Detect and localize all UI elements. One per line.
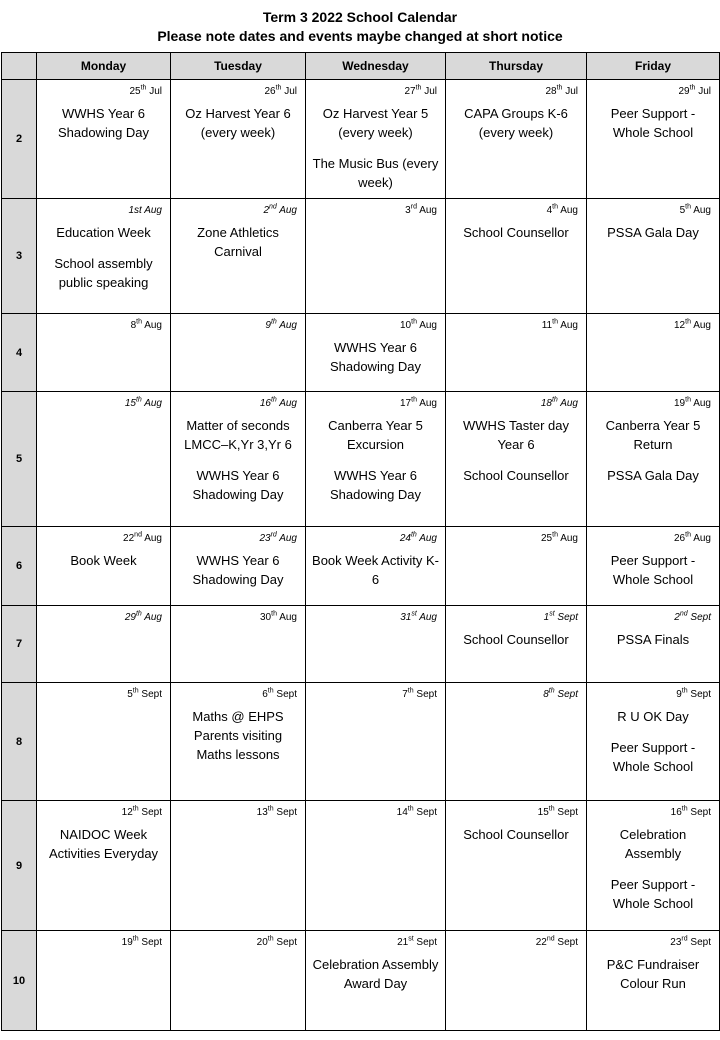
day-cell-tuesday (171, 606, 306, 683)
event-text: WWHS Year 6 Shadowing Day (57, 106, 150, 140)
date-label (587, 683, 719, 701)
date-label (446, 527, 586, 545)
event-text: Celebration Assembly Award Day (312, 957, 439, 991)
date-number: 28 (545, 86, 557, 97)
week-row (2, 392, 720, 527)
event-text: School Counsellor (463, 632, 569, 647)
date-label (171, 314, 305, 332)
date-month: Aug (557, 533, 578, 544)
date-suffix: th (407, 687, 414, 695)
date-suffix: th (552, 318, 558, 326)
day-cell-wednesday (306, 80, 446, 199)
date-number: 20 (256, 937, 268, 948)
event-text: WWHS Year 6 Shadowing Day (329, 468, 422, 502)
date-label (306, 931, 445, 949)
title-line-1: Term 3 2022 School Calendar (262, 9, 458, 25)
day-cell-tuesday (171, 683, 306, 801)
date-number: 17 (400, 398, 412, 409)
event-text: School Counsellor (463, 827, 569, 842)
day-cell-wednesday (306, 606, 446, 683)
event-text: WWHS Year 6 Shadowing Day (192, 468, 284, 502)
date-suffix: th (685, 318, 691, 326)
date-number: 4 (546, 205, 553, 216)
date-month: Aug (276, 398, 297, 409)
date-number: 25 (129, 86, 141, 97)
day-cell-monday (37, 527, 171, 606)
date-month: Aug (557, 398, 578, 409)
date-number: 22 (535, 937, 547, 948)
date-label (171, 683, 305, 701)
date-label (171, 199, 305, 217)
date-label (37, 801, 170, 819)
week-number: 9 (2, 801, 37, 931)
date-month: Aug (276, 320, 297, 331)
event-text: Peer Support - Whole School (610, 740, 696, 774)
date-number: 1st (128, 205, 142, 216)
date-label (306, 199, 445, 217)
date-label (171, 801, 305, 819)
date-month: Jul (146, 86, 162, 97)
date-label (306, 392, 445, 410)
date-month: Sept (687, 612, 711, 623)
date-label (37, 314, 170, 332)
day-cell-wednesday (306, 527, 446, 606)
week-number: 10 (2, 931, 37, 1031)
header-friday: Friday (587, 53, 720, 80)
day-cell-friday (587, 606, 720, 683)
date-label (446, 314, 586, 332)
calendar-title (0, 8, 720, 46)
date-number: 19 (121, 937, 133, 948)
date-suffix: st (549, 610, 555, 618)
title-line-2: Please note dates and events maybe changed at short notice (157, 28, 563, 44)
date-month: Sept (554, 612, 578, 623)
week-number: 6 (2, 527, 37, 606)
day-cell-wednesday (306, 199, 446, 314)
event-text: Canberra Year 5 Excursion (328, 418, 423, 452)
week-number: 8 (2, 683, 37, 801)
date-number: 9 (676, 689, 682, 700)
event-text: The Music Bus (every week) (312, 156, 439, 190)
date-label (306, 801, 445, 819)
date-number: 12 (121, 807, 133, 818)
date-suffix: th (685, 203, 691, 211)
date-label (171, 606, 305, 624)
date-label (587, 80, 719, 98)
day-cell-tuesday (171, 314, 306, 392)
event-text: WWHS Year 6 Shadowing Day (192, 553, 284, 587)
date-suffix: th (132, 935, 139, 943)
date-suffix: th (681, 687, 688, 695)
date-label (37, 80, 170, 98)
date-label (306, 80, 445, 98)
day-cell-thursday (446, 199, 587, 314)
date-number: 30 (260, 612, 272, 623)
day-cell-wednesday (306, 683, 446, 801)
event-text: Peer Support - Whole School (610, 877, 696, 911)
date-label (587, 199, 719, 217)
date-suffix: th (556, 84, 563, 92)
header-thursday: Thursday (446, 53, 587, 80)
date-number: 23 (259, 533, 271, 544)
week-number: 4 (2, 314, 37, 392)
date-month: Aug (141, 205, 162, 216)
date-month: Aug (141, 320, 162, 331)
date-suffix: nd (546, 935, 555, 943)
day-cell-thursday (446, 606, 587, 683)
date-number: 9 (265, 320, 271, 331)
date-suffix: rd (410, 203, 417, 211)
date-suffix: th (132, 687, 139, 695)
date-label (37, 931, 170, 949)
date-label (446, 931, 586, 949)
day-cell-monday (37, 392, 171, 527)
date-month: Sept (687, 807, 711, 818)
day-cell-monday (37, 314, 171, 392)
event-text: R U OK Day (617, 709, 689, 724)
date-number: 22 (123, 533, 135, 544)
date-month: Sept (413, 689, 437, 700)
date-number: 19 (674, 398, 686, 409)
week-row (2, 527, 720, 606)
date-label (37, 392, 170, 410)
date-label (171, 931, 305, 949)
date-label (446, 801, 586, 819)
date-suffix: th (267, 935, 274, 943)
date-number: 29 (678, 86, 690, 97)
date-suffix: rd (270, 531, 277, 539)
date-month: Sept (554, 689, 578, 700)
date-label (587, 931, 719, 949)
day-cell-tuesday (171, 527, 306, 606)
day-cell-thursday (446, 80, 587, 199)
date-suffix: nd (134, 531, 142, 539)
day-cell-wednesday (306, 801, 446, 931)
date-suffix: th (685, 531, 691, 539)
date-label (306, 606, 445, 624)
date-suffix: th (267, 687, 274, 695)
date-month: Aug (276, 205, 297, 216)
header-week (2, 53, 37, 80)
date-month: Sept (138, 807, 162, 818)
day-cell-monday (37, 683, 171, 801)
date-label (587, 314, 719, 332)
event-text: School assembly public speaking (54, 256, 153, 290)
date-suffix: th (681, 805, 688, 813)
date-month: Aug (557, 320, 578, 331)
calendar-table (1, 52, 720, 1031)
date-number: 5 (127, 689, 133, 700)
event-text: PSSA Gala Day (607, 225, 699, 240)
date-suffix: th (411, 396, 417, 404)
date-label (171, 392, 305, 410)
event-text: Maths @ EHPS Parents visiting Maths lessons (192, 709, 284, 762)
week-number: 2 (2, 80, 37, 199)
day-cell-monday (37, 199, 171, 314)
date-suffix: th (270, 318, 277, 326)
day-cell-thursday (446, 683, 587, 801)
date-month: Aug (141, 612, 162, 623)
event-text: School Counsellor (463, 225, 569, 240)
event-text: Matter of seconds LMCC–K,Yr 3,Yr 6 (184, 418, 292, 452)
event-text: PSSA Finals (616, 632, 690, 647)
header-row (2, 53, 720, 80)
date-month: Sept (413, 937, 437, 948)
date-month: Sept (273, 807, 297, 818)
date-label (37, 199, 170, 217)
date-suffix: st (411, 610, 417, 618)
date-number: 24 (399, 533, 411, 544)
date-number: 15 (124, 398, 136, 409)
day-cell-friday (587, 80, 720, 199)
date-label (446, 392, 586, 410)
date-suffix: th (275, 84, 282, 92)
date-suffix: th (689, 84, 696, 92)
event-text: WWHS Year 6 Shadowing Day (329, 340, 422, 374)
date-number: 14 (396, 807, 408, 818)
header-wednesday: Wednesday (306, 53, 446, 80)
date-suffix: th (270, 396, 277, 404)
date-month: Sept (687, 689, 711, 700)
date-label (37, 527, 170, 545)
date-month: Aug (416, 533, 437, 544)
date-month: Jul (281, 86, 297, 97)
day-cell-friday (587, 683, 720, 801)
day-cell-friday (587, 801, 720, 931)
event-text: Book Week Activity K-6 (312, 553, 439, 587)
day-cell-friday (587, 931, 720, 1031)
date-label (37, 606, 170, 624)
date-month: Sept (273, 937, 297, 948)
date-number: 10 (400, 320, 412, 331)
day-cell-thursday (446, 801, 587, 931)
event-text: Celebration Assembly (619, 827, 687, 861)
date-suffix: th (548, 687, 555, 695)
date-number: 26 (674, 533, 686, 544)
header-tuesday: Tuesday (171, 53, 306, 80)
day-cell-wednesday (306, 931, 446, 1031)
date-number: 25 (541, 533, 553, 544)
date-suffix: th (552, 531, 558, 539)
date-month: Sept (687, 937, 711, 948)
day-cell-friday (587, 527, 720, 606)
date-month: Aug (141, 533, 162, 544)
date-month: Aug (276, 533, 297, 544)
date-number: 13 (256, 807, 268, 818)
date-number: 7 (402, 689, 408, 700)
date-label (446, 606, 586, 624)
date-number: 1 (543, 612, 550, 623)
date-label (306, 527, 445, 545)
date-number: 16 (670, 807, 682, 818)
date-month: Aug (276, 612, 297, 623)
week-row (2, 801, 720, 931)
day-cell-wednesday (306, 314, 446, 392)
week-row (2, 199, 720, 314)
date-month: Jul (421, 86, 437, 97)
date-suffix: nd (269, 203, 277, 211)
week-row (2, 606, 720, 683)
date-number: 6 (262, 689, 268, 700)
day-cell-tuesday (171, 931, 306, 1031)
day-cell-thursday (446, 931, 587, 1031)
date-number: 16 (259, 398, 271, 409)
date-month: Aug (690, 533, 711, 544)
date-suffix: nd (679, 610, 688, 618)
date-suffix: rd (681, 935, 688, 943)
date-number: 27 (404, 86, 416, 97)
event-text: WWHS Taster day Year 6 (463, 418, 569, 452)
date-number: 8 (130, 320, 137, 331)
event-text: PSSA Gala Day (607, 468, 699, 483)
date-number: 2 (674, 612, 680, 623)
date-number: 5 (679, 205, 686, 216)
date-number: 31 (400, 612, 412, 623)
day-cell-friday (587, 199, 720, 314)
week-row (2, 314, 720, 392)
date-number: 2 (263, 205, 269, 216)
event-text: School Counsellor (463, 468, 569, 483)
date-suffix: th (136, 318, 142, 326)
date-number: 21 (397, 937, 409, 948)
day-cell-tuesday (171, 801, 306, 931)
header-monday: Monday (37, 53, 171, 80)
date-suffix: th (411, 318, 417, 326)
day-cell-tuesday (171, 199, 306, 314)
date-month: Sept (138, 937, 162, 948)
date-label (306, 314, 445, 332)
day-cell-thursday (446, 314, 587, 392)
event-text: CAPA Groups K-6 (every week) (464, 106, 568, 140)
week-number: 5 (2, 392, 37, 527)
date-month: Aug (416, 398, 437, 409)
date-month: Aug (690, 398, 711, 409)
event-text: Zone Athletics Carnival (197, 225, 279, 259)
date-month: Sept (554, 937, 578, 948)
date-month: Sept (138, 689, 162, 700)
day-cell-friday (587, 314, 720, 392)
date-month: Aug (557, 205, 578, 216)
date-month: Jul (695, 86, 711, 97)
date-suffix: th (410, 531, 417, 539)
date-month: Aug (690, 205, 711, 216)
event-text: P&C Fundraiser Colour Run (606, 957, 700, 991)
date-label (446, 199, 586, 217)
date-label (306, 683, 445, 701)
date-number: 26 (264, 86, 276, 97)
day-cell-tuesday (171, 392, 306, 527)
date-suffix: th (271, 610, 277, 618)
date-month: Sept (413, 807, 437, 818)
date-number: 29 (124, 612, 136, 623)
date-number: 15 (537, 807, 549, 818)
week-row (2, 931, 720, 1031)
date-suffix: st (408, 935, 414, 943)
date-suffix: th (415, 84, 422, 92)
date-suffix: th (135, 396, 142, 404)
date-month: Aug (690, 320, 711, 331)
date-number: 18 (540, 398, 552, 409)
day-cell-monday (37, 801, 171, 931)
day-cell-tuesday (171, 80, 306, 199)
date-label (171, 527, 305, 545)
date-month: Sept (273, 689, 297, 700)
day-cell-thursday (446, 527, 587, 606)
event-text: Oz Harvest Year 6 (every week) (185, 106, 291, 140)
event-text: NAIDOC Week Activities Everyday (48, 827, 159, 861)
date-label (587, 527, 719, 545)
event-text: Peer Support - Whole School (610, 553, 696, 587)
week-row (2, 683, 720, 801)
date-label (587, 801, 719, 819)
week-row (2, 80, 720, 199)
date-month: Aug (416, 612, 437, 623)
date-suffix: th (551, 396, 558, 404)
date-number: 23 (670, 937, 682, 948)
date-label (587, 606, 719, 624)
date-month: Aug (416, 205, 437, 216)
date-label (446, 80, 586, 98)
date-label (446, 683, 586, 701)
week-number: 3 (2, 199, 37, 314)
event-text: Book Week (70, 553, 137, 568)
date-number: 12 (674, 320, 686, 331)
date-suffix: th (135, 610, 142, 618)
event-text: Peer Support - Whole School (610, 106, 696, 140)
date-month: Aug (141, 398, 162, 409)
date-suffix: th (267, 805, 274, 813)
day-cell-friday (587, 392, 720, 527)
date-month: Aug (416, 320, 437, 331)
date-suffix: th (548, 805, 555, 813)
calendar-body (2, 80, 720, 1031)
event-text: Education Week (56, 225, 151, 240)
day-cell-monday (37, 80, 171, 199)
date-suffix: th (685, 396, 691, 404)
day-cell-monday (37, 931, 171, 1031)
date-number: 3 (405, 205, 411, 216)
day-cell-wednesday (306, 392, 446, 527)
date-suffix: th (132, 805, 139, 813)
day-cell-monday (37, 606, 171, 683)
date-month: Sept (554, 807, 578, 818)
event-text: Oz Harvest Year 5 (every week) (322, 106, 429, 140)
date-label (37, 683, 170, 701)
date-suffix: th (140, 84, 147, 92)
day-cell-thursday (446, 392, 587, 527)
date-label (587, 392, 719, 410)
date-suffix: th (552, 203, 558, 211)
date-number: 8 (543, 689, 549, 700)
date-month: Jul (562, 86, 578, 97)
week-number: 7 (2, 606, 37, 683)
date-number: 11 (541, 320, 553, 331)
date-label (171, 80, 305, 98)
event-text: Canberra Year 5 Return (605, 418, 701, 452)
date-suffix: th (407, 805, 414, 813)
